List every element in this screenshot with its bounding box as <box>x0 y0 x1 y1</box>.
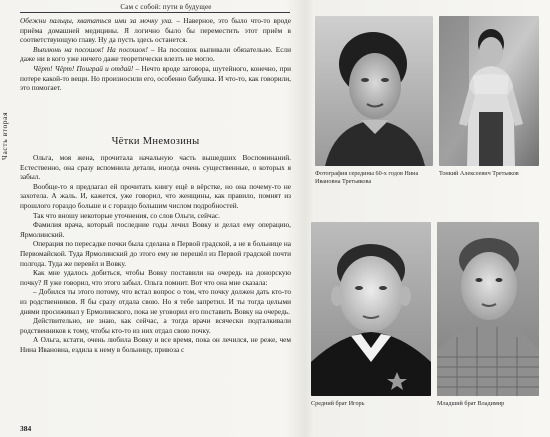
paragraph: Так что вношу некоторые уточнения, со слов Ольги, сейчас. <box>33 210 220 220</box>
photo-caption: Младший брат Владимир <box>437 400 505 407</box>
paragraph: – Добился ты этого потому, что встал вопрос о том, что почку должен дать кто-то из родственников. Я бы сразу отдала свою. Но я тебе запретил. И ты тогда целыми днями просиживал у Ермолинского, пока не уговорил его поставить Вовку на очередь. <box>20 287 291 316</box>
photo-man-portrait <box>439 16 539 166</box>
photo-woman-portrait <box>315 16 433 166</box>
italic-phrase: Чёрт! Чёрт! Поиграй и отдай! <box>33 63 134 73</box>
paragraph <box>20 45 291 64</box>
photo-caption: Средний брат Игорь <box>311 400 365 407</box>
paragraph <box>20 64 291 93</box>
paragraph: Фамилия врача, который последние годы лечил Вовку и делал ему операцию, Ярмолинский. <box>20 220 291 239</box>
page-number: 384 <box>20 424 32 433</box>
photo-boy-vladimir <box>437 222 539 396</box>
paragraph: Операция по пересадке почки была сделана в Первой градской, а не в больнице на Первомайской. Туда Ярмолинский до этого ему не перешёл из Первой градской почти полгода. Туда же перевёл и Вовку. <box>20 239 291 268</box>
part-side-label: Часть вторая <box>0 111 9 160</box>
running-head-rule <box>20 12 290 13</box>
running-head: Сам с собой: пути в будущее <box>120 3 212 11</box>
paragraph: Вообще-то я предлагал ей прочитать книгу ещё в вёрстке, но она почему-то не захотела. А жаль. И, кажется, уже говорил, что женщины, как правило, помнят из прошлого гораздо больше и с гораздо большим числом подробностей. <box>20 181 291 210</box>
paragraph <box>20 16 291 45</box>
paragraph: А Ольга, кстати, очень любила Вовку и все время, пока он лечился, не реже, чем Нина Ивановна, ездила к нему в больницу, привоза с <box>20 335 291 354</box>
paragraph-text: – Нечто вроде заговора, шутейного, конечно, при потере какой-то вещи. Но произносили его, особенно бабушка. И что-то, как говорили, это помогает. <box>20 63 291 93</box>
photo-caption: Фотография середины 60-х годов Нина Ивановна Третьякова <box>315 170 419 185</box>
paragraph: Ольга, моя жена, прочитала начальную часть вышедших Воспоминаний. Естественно, она сразу вспомнила детали, иногда очень существенные, о которых я забыл. <box>20 153 291 182</box>
top-text-block <box>20 16 291 93</box>
italic-phrase: Выплюнь на посошок! На посошок! <box>33 44 148 54</box>
paragraph: Как мне удалось добиться, чтобы Вовку поставили на очередь на донорскую почку? Я уже говорил, что этого забыл. Ольга помнит. Вот что она мне сказала: <box>20 268 291 287</box>
paragraph-text: – На посошок выпивали обязательно. Если даже ни в кого уже ничего даже теоретически влезть не могло. <box>20 44 291 64</box>
photo-caption: Тонкий Алексеевич Третьяков <box>439 170 519 177</box>
italic-phrase: Обежни пальцы, хвататься ими за мочку уха. <box>20 16 173 25</box>
body-text-block <box>20 153 291 354</box>
right-page <box>303 0 550 437</box>
photo-boy-igor <box>311 222 431 396</box>
paragraph-text: – Наверное, это было что-то вроде приёма домашней медицины. Я логично было бы переместить этот приём в соответствующую главу. Ну да пусть здесь останется. <box>20 16 291 45</box>
paragraph: Действительно, не знаю, как сейчас, а тогда врачи всячески подталкивали родственников к тому, чтобы кто-то из них отдал свою почку. <box>20 316 291 335</box>
chapter-title: Чётки Мнемозины <box>111 136 200 147</box>
